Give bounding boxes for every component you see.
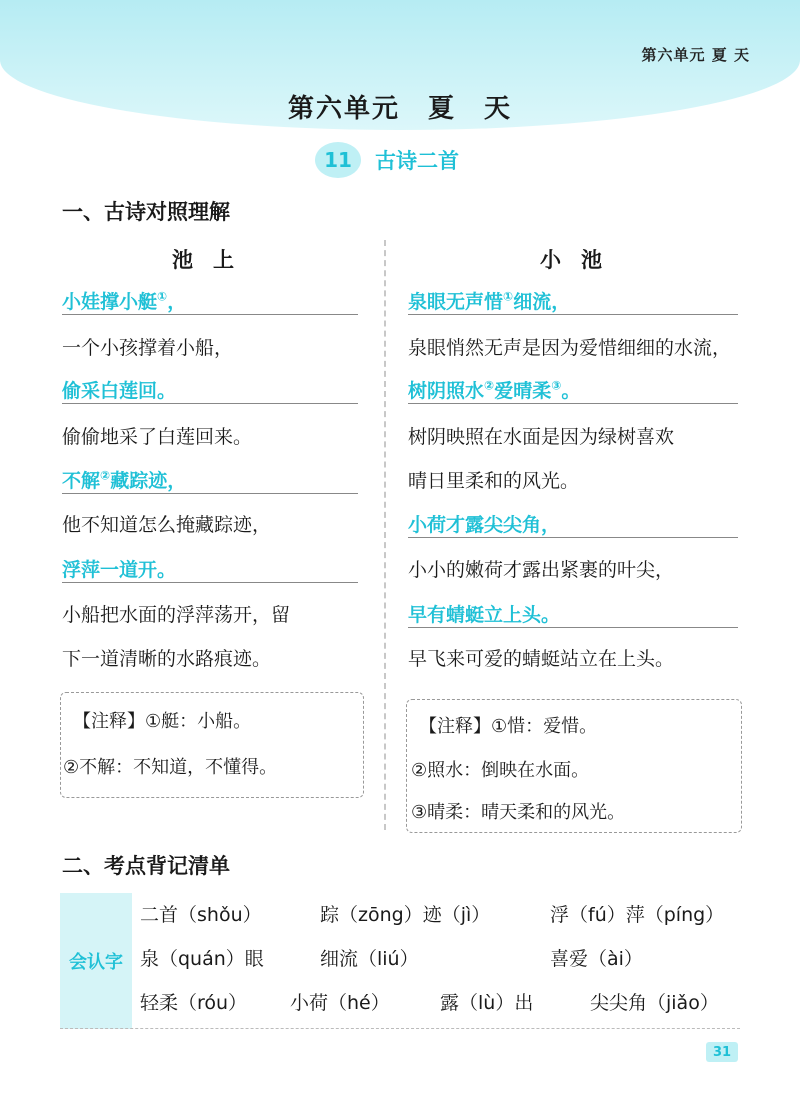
translation-line xyxy=(62,333,233,360)
vocab-item: 二首（shǒu） xyxy=(140,904,262,926)
notes-box-left xyxy=(60,692,364,798)
notes-box-right xyxy=(406,699,742,833)
vocab-label: 会认字 xyxy=(60,893,132,1029)
line-text: 泉眼无声惜 xyxy=(408,291,504,313)
vocab-item: 喜爱（ài） xyxy=(550,948,643,970)
line-text-tail: 爱晴柔 xyxy=(494,380,552,402)
line-text: 小荷才露尖尖角， xyxy=(408,514,561,536)
line-text: 不解 xyxy=(62,470,101,492)
translation-line xyxy=(408,333,731,360)
translation-line xyxy=(62,510,271,537)
note-right-3: ③晴柔：晴天柔和的风光。 xyxy=(411,802,626,823)
note-left-2: ②不解：不知道，不懂得。 xyxy=(63,757,278,778)
footnote-marker: ① xyxy=(503,289,514,304)
line-text: 他不知道怎么掩藏踪迹， xyxy=(62,514,272,536)
poem-left-title: 池上 xyxy=(172,248,254,272)
footnote-marker: ② xyxy=(484,378,495,393)
line-text: 早飞来可爱的蜻蜓站立在上头。 xyxy=(408,648,675,670)
translation-line xyxy=(62,600,290,627)
line-text: 一个小孩撑着小船， xyxy=(62,337,234,359)
poem-line xyxy=(62,555,358,583)
unit-title: 第六单元 夏 天 xyxy=(287,94,512,124)
poem-line xyxy=(408,376,738,404)
line-text-tail: 。 xyxy=(561,380,581,402)
line-text: 树阴照水 xyxy=(408,380,485,402)
vocab-item: 细流（liú） xyxy=(320,948,419,970)
translation-line xyxy=(408,644,674,671)
line-text: 偷偷地采了白莲回来。 xyxy=(62,426,253,448)
poem-line xyxy=(408,600,738,628)
line-text: 小娃撑小艇 xyxy=(62,291,158,313)
vocab-item: 泉（quán）眼 xyxy=(140,948,264,970)
column-divider xyxy=(384,240,386,830)
translation-line xyxy=(62,422,252,449)
poem-line xyxy=(408,287,738,315)
lesson-number: 11 xyxy=(315,142,361,178)
lesson-title: 古诗二首 xyxy=(375,149,459,173)
poem-line xyxy=(62,376,358,404)
translation-line xyxy=(408,422,674,449)
vocab-item: 小荷（hé） xyxy=(290,992,390,1014)
section-title-2: 二、考点背记清单 xyxy=(62,854,230,878)
translation-line xyxy=(408,555,674,582)
line-text: 下一道清晰的水路痕迹。 xyxy=(62,648,272,670)
vocab-item: 浮（fú）萍（píng） xyxy=(550,904,725,926)
vocab-bottom-line xyxy=(60,1028,740,1029)
line-text: 树阴映照在水面是因为绿树喜欢 xyxy=(408,426,675,448)
line-text: 小小的嫩荷才露出紧裹的叶尖， xyxy=(408,559,675,581)
lesson-heading xyxy=(315,140,459,180)
line-text-tail: ， xyxy=(167,291,187,313)
translation-line xyxy=(62,644,271,671)
poem-line xyxy=(408,510,738,538)
footnote-marker: ② xyxy=(100,468,111,483)
line-text: 浮萍一道开。 xyxy=(62,559,177,581)
poem-line xyxy=(62,466,358,494)
vocab-item: 尖尖角（jiǎo） xyxy=(590,992,719,1014)
translation-line xyxy=(408,466,579,493)
footnote-marker: ① xyxy=(157,289,168,304)
poem-right-title: 小池 xyxy=(540,248,622,272)
line-text: 晴日里柔和的风光。 xyxy=(408,470,580,492)
note-left-1: 【注释】①艇：小船。 xyxy=(73,711,252,732)
footnote-marker: ③ xyxy=(551,378,562,393)
running-title: 第六单元 夏 天 xyxy=(641,46,750,64)
line-text: 小船把水面的浮萍荡开，留 xyxy=(62,604,291,626)
vocab-item: 露（lù）出 xyxy=(440,992,534,1014)
line-text: 早有蜻蜓立上头。 xyxy=(408,604,561,626)
note-right-1: 【注释】①惜：爱惜。 xyxy=(419,716,598,737)
section-title-1: 一、古诗对照理解 xyxy=(62,200,230,224)
poem-line xyxy=(62,287,358,315)
line-text: 泉眼悄然无声是因为爱惜细细的水流， xyxy=(408,337,732,359)
note-right-2: ②照水：倒映在水面。 xyxy=(411,760,590,781)
line-text: 偷采白莲回。 xyxy=(62,380,177,402)
page-number: 31 xyxy=(706,1042,738,1062)
line-text-tail: 藏踪迹， xyxy=(110,470,187,492)
line-text-tail: 细流， xyxy=(513,291,571,313)
vocab-item: 踪（zōng）迹（jì） xyxy=(320,904,491,926)
vocab-item: 轻柔（róu） xyxy=(140,992,248,1014)
